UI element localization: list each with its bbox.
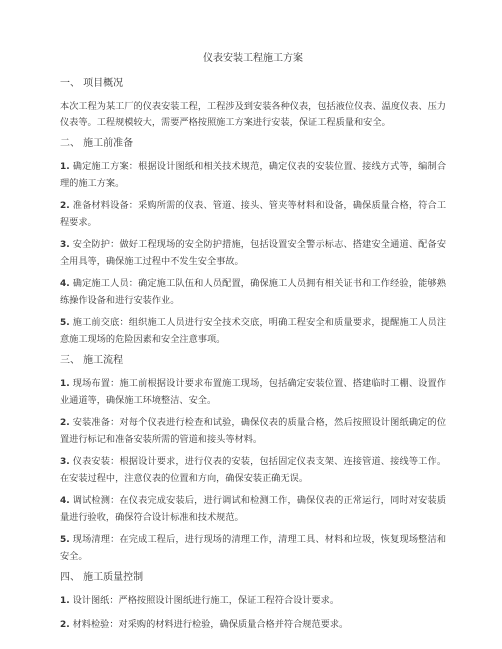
paragraph xyxy=(60,159,446,191)
item-text: 现场清理：在完成工程后，进行现场的清理工作，清理工具、材料和垃圾，恢复现场整洁和安全。 xyxy=(60,534,447,562)
paragraph xyxy=(60,99,446,130)
item-text: 确定施工人员：确定施工队伍和人员配置，确保施工人员拥有相关证书和工作经验，能够熟练操作设备和进行安装作业。 xyxy=(60,278,447,306)
item-number: 1. xyxy=(60,379,70,389)
paragraph xyxy=(60,276,446,308)
item-text: 准备材料设备：采购所需的仪表、管道、接头、管夹等材料和设备，确保质量合格，符合工程要求。 xyxy=(60,200,447,228)
item-text: 施工前交底：组织施工人员进行安全技术交底，明确工程安全和质量要求，提醒施工人员注意施工现场的危险因素和安全注意事项。 xyxy=(60,317,447,345)
section-4 xyxy=(60,571,446,633)
item-number: 2. xyxy=(60,619,70,630)
item-number: 3. xyxy=(60,240,70,250)
paragraph xyxy=(60,532,446,564)
paragraph xyxy=(60,198,446,230)
item-text: 现场布置：施工前根据设计要求布置施工现场，包括确定安装位置、搭建临时工棚、设置作业通道等，确保施工环境整洁、安全。 xyxy=(60,378,447,406)
paragraph xyxy=(60,237,446,269)
paragraph xyxy=(60,415,446,447)
section-heading: 四、 施工质量控制 xyxy=(60,572,144,583)
paragraph xyxy=(60,454,446,486)
section-2 xyxy=(60,137,446,347)
item-text: 材料检验：对采购的材料进行检验，确保质量合格并符合规范要求。 xyxy=(72,618,349,630)
section-heading: 三、 施工流程 xyxy=(60,355,124,366)
item-number: 1. xyxy=(60,596,70,606)
item-text: 安全防护：做好工程现场的安全防护措施，包括设置安全警示标志、搭建安全通道、配备安全用具等，确保施工过程中不发生安全事故。 xyxy=(60,239,447,267)
paragraph xyxy=(60,376,446,408)
item-number: 1. xyxy=(60,162,70,172)
item-text: 调试检测：在仪表完成安装后，进行调试和检测工作，确保仪表的正常运行，同时对安装质量进行验收，确保符合设计标准和技术规范。 xyxy=(60,495,447,523)
item-text: 确定施工方案：根据设计图纸和相关技术规范，确定仪表的安装位置、接线方式等，编制合理的施工方案。 xyxy=(60,161,447,189)
item-number: 4. xyxy=(60,496,70,506)
item-text: 本次工程为某工厂的仪表安装工程，工程涉及到安装各种仪表，包括液位仪表、温度仪表、压力仪表等。工程规模较大，需要严格按照施工方案进行安装，保证工程质量和安全。 xyxy=(60,101,446,128)
item-number: 2. xyxy=(60,201,70,211)
item-text: 安装准备：对每个仪表进行检查和试验，确保仪表的质量合格，然后按照设计图纸确定的位置进行标记和准备安装所需的管道和接头等材料。 xyxy=(60,417,447,445)
paragraph xyxy=(60,593,446,610)
document-title: 仪表安装工程施工方案 xyxy=(203,53,303,64)
paragraph xyxy=(60,617,446,634)
section-1 xyxy=(60,77,446,130)
item-number: 4. xyxy=(60,279,70,289)
document-body xyxy=(60,77,446,633)
item-number: 2. xyxy=(60,418,70,428)
item-text: 设计图纸：严格按照设计图纸进行施工，保证工程符合设计要求。 xyxy=(72,595,340,606)
item-number: 3. xyxy=(60,457,70,467)
section-heading: 二、 施工前准备 xyxy=(60,138,134,149)
item-number: 5. xyxy=(60,535,70,545)
item-text: 仪表安装：根据设计要求，进行仪表的安装，包括固定仪表支架、连接管道、接线等工作。在安装过程中，注意仪表的位置和方向，确保安装正确无误。 xyxy=(60,456,447,484)
section-3 xyxy=(60,354,446,564)
section-heading: 一、 项目概况 xyxy=(60,78,124,89)
item-number: 5. xyxy=(60,318,70,328)
paragraph xyxy=(60,315,446,347)
paragraph xyxy=(60,493,446,525)
